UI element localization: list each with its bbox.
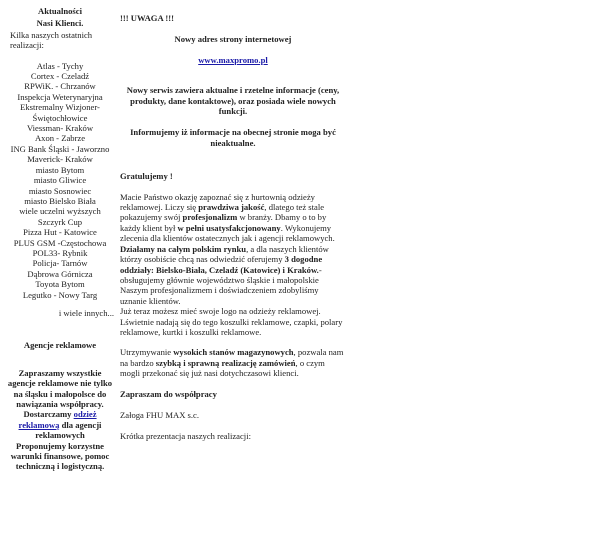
sidebar [6,6,114,472]
new-site-link[interactable]: www.maxpromo.pl [198,54,268,65]
client-item: PLUS GSM -Częstochowa [13,237,107,248]
agency-invite-text: Zapraszamy wszystkie agencje reklamowe nie tylko na śląsku i małopolsce do nawiązania współpracy. [7,367,113,409]
agency-offer-text: Proponujemy korzystne warunki finansowe, pomoc techniczną i logistyczną. [10,440,110,472]
agency-heading: Agencje reklamowe [23,340,97,351]
client-item: Inspekcja Weterynaryjna [17,91,103,102]
client-list [6,61,114,300]
more-clients-text: i wiele innych... [58,307,114,318]
client-item: Atlas - Tychy [36,60,84,71]
client-item: Policja- Tarnów [32,258,88,269]
client-item: Cortex - Czeladź [30,71,90,82]
warning-heading: !!! UWAGA !!! [120,13,174,23]
promo-clothing-link[interactable]: odzież reklamową [18,409,97,430]
client-item: Ekstremalny Wizjoner- Świętochłowice [20,102,100,123]
client-item: miasto Bielsko Biała [24,195,96,206]
client-item: Axon - Zabrze [34,133,86,144]
client-item: ING Bank Śląski - Jaworzno [10,143,110,154]
outdated-info: Informujemy iż informacje na obecnej stronie moga być nieaktualne. [130,127,336,148]
client-item: Viessman- Kraków [26,123,94,134]
invite-heading: Zapraszam do współpracy [120,388,217,399]
agency-supply-text: Dostarczamy odzież reklamową dla agencji reklamowych [18,409,102,441]
client-item: Pizza Hut - Katowice [23,227,97,238]
presentation-text: Krótka prezentacja naszych realizacji: [120,431,251,442]
news-heading: Aktualności [38,6,82,16]
client-item: wiele uczelni wyższych [19,206,101,217]
client-item: Szczyrk Cup [37,216,83,227]
client-item: Toyota Bytom [35,279,85,290]
signature-text: Załoga FHU MAX s.c. [120,409,200,420]
service-info: Nowy serwis zawiera aktualne i rzetelne informacje (ceny, produkty, dane kontaktowe), oraz posiada wiele nowych funkcji. [126,85,340,117]
agency-promo [6,368,114,472]
client-item: miasto Sosnowiec [28,185,92,196]
main-content [120,13,346,442]
client-item: Dąbrowa Górnicza [27,268,93,279]
new-address-heading: Nowy adres strony internetowej [174,34,292,45]
client-item: POL33- Rybnik [32,247,88,258]
congrats-heading: Gratulujemy ! [120,171,173,182]
clients-intro: Kilka naszych ostatnich realizacji: [10,29,93,51]
client-item: Maverick- Kraków [27,154,93,165]
client-item: miasto Gliwice [33,175,87,186]
client-item: Legutko - Nowy Targ [22,289,98,300]
company-description: Macie Państwo okazję zapoznać się z hurtownią odzieży reklamowej. Liczy się prawdziwa jakość, dlatego też stale pokazujemy swój profesjonalizm w branży. Dbamy o to by każdy klient był w pełni usatysfakcjonowany. Wykonujemy zlecenia dla klientów ostatecznych jak i agencji reklamowych. Działamy na całym polskim rynku, a dla naszych klientów którzy osobiście chcą nas odwiedzić oferujemy 3 dogodne oddziały: Bielsko-Biała, Czeladź (Katowice) i Kraków.- obsługujemy głównie województwo śląskie i małopolskie Naszym profesjonalizmem i doświadczeniem zdobyliśmy uznanie klientów. Już teraz możesz mieć swoje logo na odzieży reklamowej. Lświetnie nadają się do tego koszulki reklamowe, czapki, polary reklamowe, kurtki i koszulki reklamowe. [120,191,343,337]
client-item: miasto Bytom [35,164,85,175]
clients-heading: Nasi Klienci. [36,18,84,29]
stock-description: Utrzymywanie wysokich stanów magazynowych, pozwala nam na bardzo szybką i sprawną realizację zamówień, o czym mogli przekonać się już nasi dotychczasowi klienci. [120,347,344,379]
client-item: RPWiK. - Chrzanów [24,81,96,92]
